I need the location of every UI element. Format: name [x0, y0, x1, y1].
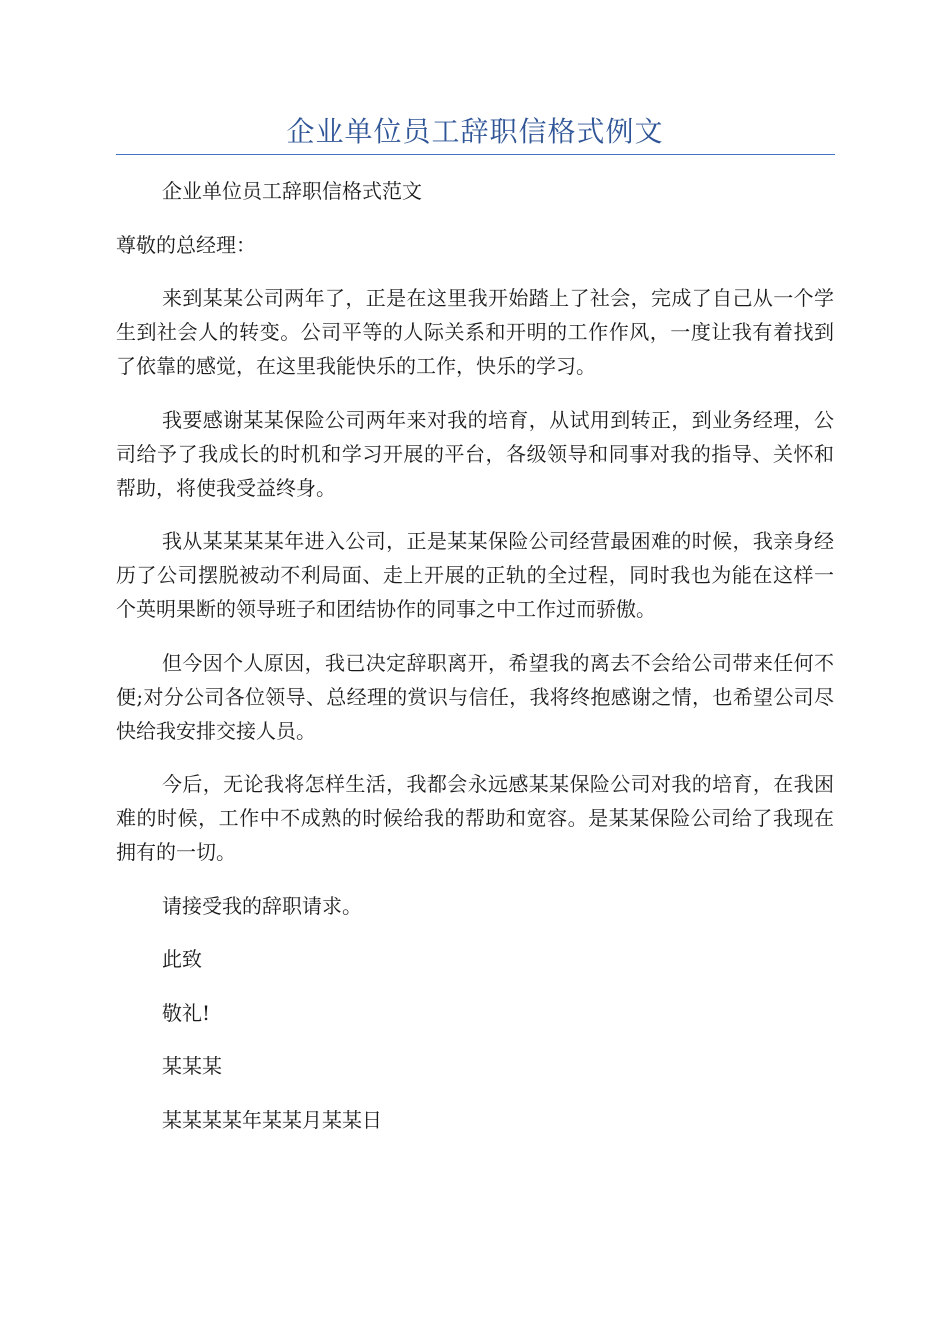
salutation-paragraph: 尊敬的总经理：	[116, 232, 256, 257]
subtitle-paragraph: 企业单位员工辞职信格式范文	[162, 179, 422, 203]
body-paragraph-4: 但今因个人原因，我已决定辞职离开，希望我的离去不会给公司带来任何不便;对分公司各位领导、总经理的赏识与信任，我将终抱感谢之情，也希望公司尽快给我安排交接人员。	[116, 650, 834, 743]
closing-line-2: 敬礼!	[162, 1000, 211, 1025]
body-paragraph-5: 今后，无论我将怎样生活，我都会永远感某某保险公司对我的培育，在我困难的时候，工作中不成熟的时候给我的帮助和宽容。是某某保险公司给了我现在拥有的一切。	[116, 772, 834, 864]
body-paragraph-1: 来到某某公司两年了，正是在这里我开始踏上了社会，完成了自己从一个学生到社会人的转变。公司平等的人际关系和开明的工作作风，一度让我有着找到了依靠的感觉，在这里我能快乐的工作，快乐的学习。	[116, 286, 834, 378]
signature-name: 某某某	[162, 1054, 222, 1078]
body-paragraph-3: 我从某某某某年进入公司，正是某某保险公司经营最困难的时候，我亲身经历了公司摆脱被动不利局面、走上开展的正轨的全过程，同时我也为能在这样一个英明果断的领导班子和团结协作的同事之中工作过而骄傲。	[116, 529, 834, 621]
document-title: 企业单位员工辞职信格式例文	[286, 115, 664, 148]
closing-line-1: 此致	[162, 947, 202, 971]
signature-date: 某某某某年某某月某某日	[162, 1107, 382, 1132]
document-body	[116, 174, 834, 1156]
title-underline	[116, 154, 835, 155]
body-paragraph-2: 我要感谢某某保险公司两年来对我的培育，从试用到转正，到业务经理，公司给予了我成长的时机和学习开展的平台，各级领导和同事对我的指导、关怀和帮助，将使我受益终身。	[116, 407, 834, 500]
request-paragraph: 请接受我的辞职请求。	[162, 893, 362, 918]
